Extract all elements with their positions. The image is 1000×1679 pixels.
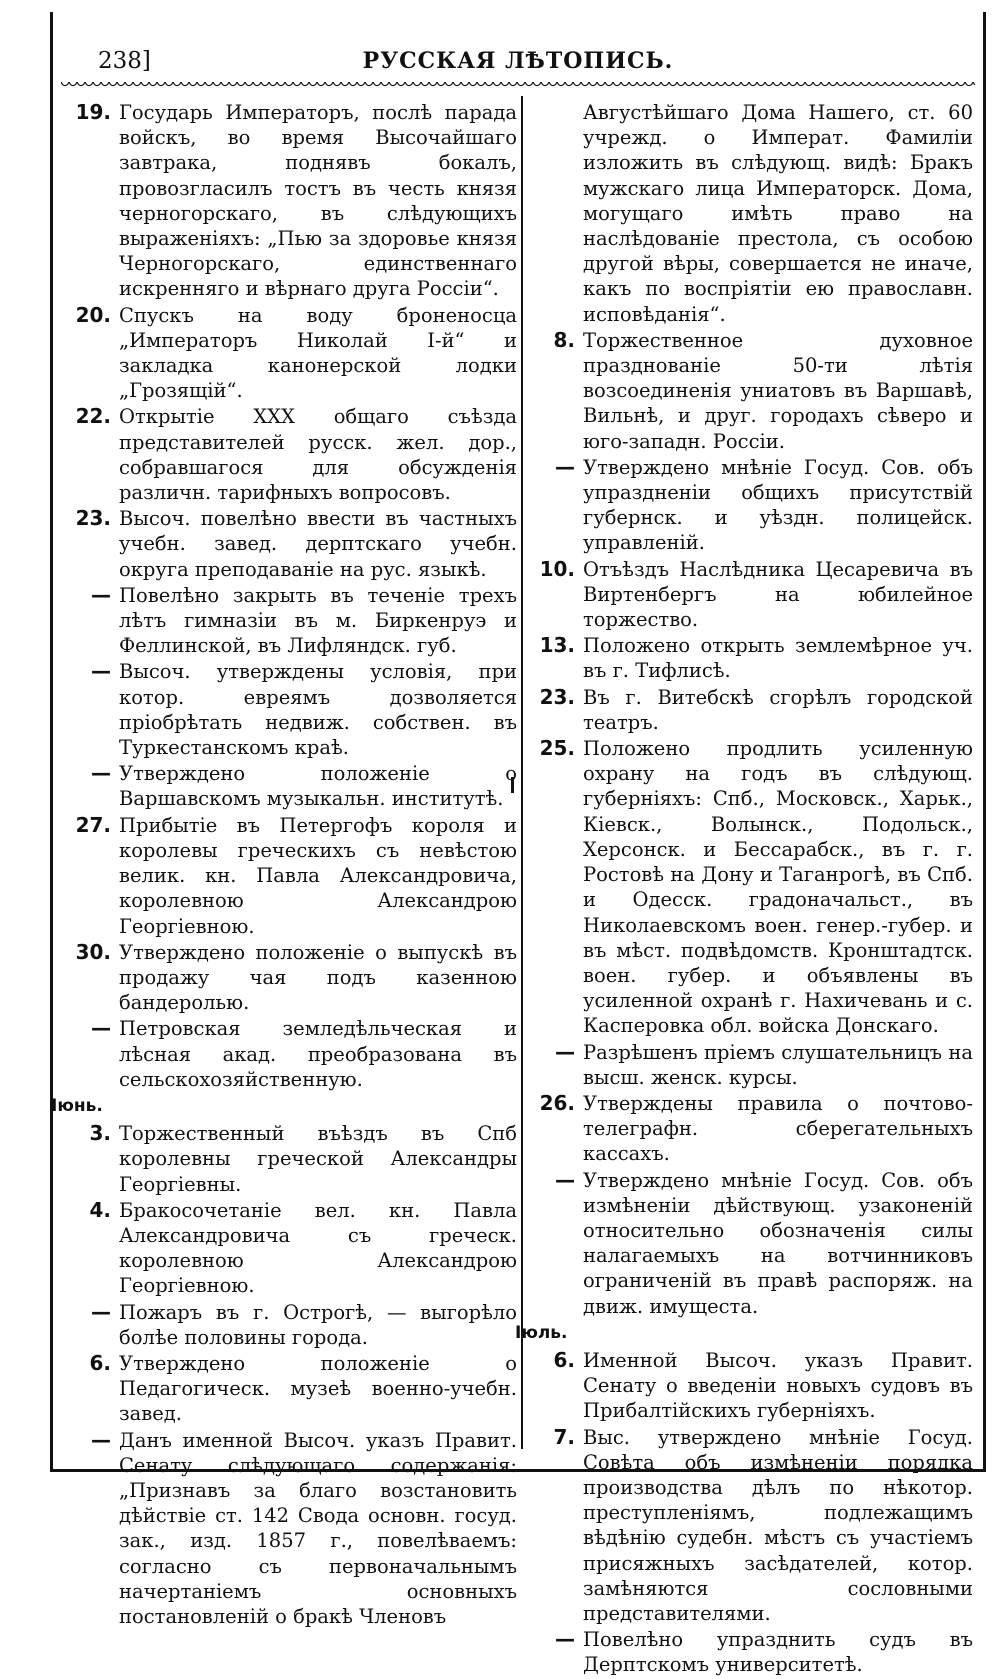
entry-text: Спускъ на воду броненосца „Императоръ Николай I-й“ и закладка канонерской лодки „Грозящій“.	[119, 303, 517, 403]
entry-text: Утверждено мнѣніе Госуд. Сов. объ упраздненіи общихъ присутствій губернск. и уѣздн. полицейск. управленій.	[583, 455, 973, 555]
entry-date: 25.	[539, 736, 575, 761]
entry-text: Разрѣшенъ пріемъ слушательницъ на высш. женск. курсы.	[583, 1040, 973, 1089]
entry-text: Утверждены правила о почтово-телеграфн. сберегательныхъ кассахъ.	[583, 1091, 973, 1166]
entry-text: Положено продлить усиленную охрану на годъ въ слѣдующ. губерніяхъ: Спб., Московск., Харьк., Кіевск., Волынск., Подольск., Херсонск. и Бессарабск., въ г. г. Ростовѣ на Дону и Таганрогѣ, въ Спб. и Одесск. градоначальст., въ Николаевскомъ воен. генер.-губер. и въ мѣст. подвѣдомств. Кронштадтск. воен. губер. и объявлены въ усиленной охранѣ г. Нахичевань и с. Касперовка обл. войска Донскаго.	[583, 737, 973, 1038]
entry-text: Выс. утверждено мнѣніе Госуд. Совѣта объ измѣненіи порядка производства дѣлъ по нѣкотор. преступленіямъ, подлежащимъ вѣдѣнію судебн. мѣстъ съ участіемъ присяжныхъ засѣдателей, котор. замѣняются сословными представителями.	[583, 1425, 973, 1625]
entry-date: —	[91, 761, 111, 786]
entry-date: 6.	[553, 1347, 575, 1372]
chronicle-entry	[71, 1016, 517, 1092]
chronicle-entry	[535, 1091, 973, 1167]
chronicle-entry	[71, 100, 517, 302]
entry-text: Высоч. утверждены условія, при котор. евреямъ дозволяется пріобрѣтать недвиж. собствен. въ Туркестанскомъ краѣ.	[119, 660, 517, 760]
entry-date: 19.	[75, 100, 111, 124]
entry-text: Торжественное духовное празднованіе 50-ти лѣтія возсоединенія униатовъ въ Варшавѣ, Вильнѣ, и друг. городахъ сѣверо и юго-западн. Россіи.	[583, 328, 973, 453]
entry-date: —	[555, 454, 575, 479]
entry-date: 3.	[89, 1121, 111, 1146]
entry-date: —	[555, 1167, 575, 1192]
entry-date	[535, 100, 583, 327]
chronicle-entry	[71, 1351, 517, 1427]
chronicle-entry	[71, 1300, 517, 1350]
running-title: РУССКАЯ ЛѢТОПИСЬ.	[362, 48, 674, 74]
chronicle-entry	[535, 736, 973, 1038]
entry-date: —	[91, 582, 111, 607]
month-heading: Іюль.	[515, 1322, 568, 1343]
entry-date: —	[555, 1627, 575, 1652]
chronicle-entry	[71, 659, 517, 760]
entry-text: Повелѣно закрыть въ теченіе трехъ лѣтъ гимназіи въ м. Биркенруэ и Феллинской, въ Лифляндск. губ.	[119, 583, 517, 658]
chronicle-entry	[535, 633, 973, 683]
chronicle-entry	[71, 813, 517, 939]
entry-text: Торжественный въѣздъ въ Спб королевны греческой Александры Георгіевны.	[119, 1122, 517, 1196]
left-column	[51, 100, 517, 1630]
entry-text: Именной Высоч. указъ Правит. Сенату о введеніи новыхъ судовъ въ Прибалтійскихъ губерніяхъ.	[583, 1348, 973, 1423]
entry-text: Утверждено положеніе о Варшавскомъ музыкальн. институтѣ.	[119, 762, 517, 811]
chronicle-entry	[71, 506, 517, 582]
entry-text: Прибытіе въ Петергофъ короля и королевы греческихъ съ невѣстою велик. кн. Павла Александровича, королевною Александрою Георгіевною.	[119, 813, 517, 938]
chronicle-entry	[71, 404, 517, 505]
chronicle-entry	[535, 455, 973, 556]
entry-date: 4.	[89, 1197, 111, 1222]
entry-date: 30.	[75, 939, 111, 964]
page-number: 238]	[98, 48, 151, 74]
entry-date: 27.	[75, 812, 111, 837]
entry-text: Пожаръ въ г. Острогѣ, — выгорѣло болѣе половины города.	[119, 1300, 517, 1349]
entry-text: Въ г. Витебскѣ сгорѣлъ городской театръ.	[583, 685, 973, 734]
entry-date: —	[91, 1427, 111, 1452]
chronicle-entry	[535, 1040, 973, 1090]
entry-text: Петровская земледѣльческая и лѣсная акад. преобразована въ сельскохозяйственную.	[119, 1017, 517, 1091]
chronicle-entry	[71, 940, 517, 1016]
chronicle-entry	[535, 685, 973, 735]
column-divider	[521, 96, 523, 1449]
entry-text: Повелѣно упразднить судъ въ Дерптскомъ университетѣ.	[583, 1628, 973, 1677]
chronicle-entry	[535, 557, 973, 633]
entry-date: 22.	[75, 404, 111, 429]
chronicle-entry	[71, 583, 517, 659]
entry-text: Данъ именной Высоч. указъ Правит. Сенату слѣдующаго содержанія: „Признавъ за благо возстановить дѣйствіе ст. 142 Свода основн. госуд. зак., изд. 1857 г., повелѣваемъ: согласно съ первоначальнымъ начертаніемъ основныхъ постановленій о бракѣ Членовъ	[119, 1428, 517, 1628]
chronicle-entry	[535, 100, 973, 327]
entry-text: Утверждено положеніе о выпускѣ въ продажу чая подъ казенною бандеролью.	[119, 940, 517, 1015]
entry-text: Отъѣздъ Наслѣдника Цесаревича въ Виртенбергъ на юбилейное торжество.	[583, 557, 973, 632]
entry-date: 8.	[553, 327, 575, 352]
chronicle-entry	[535, 328, 973, 454]
chronicle-entry	[71, 1198, 517, 1299]
entry-date: 6.	[89, 1350, 111, 1375]
entry-text: Положено открыть землемѣрное уч. въ г. Тифлисѣ.	[583, 634, 973, 683]
entry-date: 10.	[539, 556, 575, 581]
chronicle-entry	[535, 1348, 973, 1424]
entry-text: Государь Императоръ, послѣ парада войскъ, во время Высочайшаго завтрака, поднявъ бокалъ, провозгласилъ тостъ въ честь князя черногорскаго, въ слѣдующихъ выраженіяхъ: „Пью за здоровье князя Черногорскаго, единственнаго искренняго и вѣрнаго друга Россіи“.	[119, 101, 517, 301]
chronicle-entry	[71, 1121, 517, 1197]
month-heading: Іюнь.	[51, 1095, 103, 1116]
entry-date: —	[555, 1039, 575, 1064]
entry-text: Высоч. повелѣно ввести въ частныхъ учебн. завед. дерптскаго учебн. округа преподаваніе на рус. языкѣ.	[119, 507, 517, 581]
chronicle-entry	[535, 1168, 973, 1319]
chronicle-entry	[535, 1425, 973, 1627]
chronicle-entry	[71, 1428, 517, 1630]
entry-text: Утверждено положеніе о Педагогическ. музеѣ военно-учебн. завед.	[119, 1351, 517, 1426]
chronicle-entry	[535, 1627, 973, 1677]
chronicle-entry	[71, 303, 517, 404]
page-frame	[50, 12, 986, 1677]
entry-date: 23.	[75, 506, 111, 531]
entry-date: 23.	[539, 684, 575, 709]
entry-date: 26.	[539, 1090, 575, 1115]
right-column	[515, 100, 973, 1679]
entry-text: Августѣйшаго Дома Нашего, ст. 60 учрежд. о Императ. Фамиліи изложить въ слѣдующ. видѣ: Бракъ мужскаго лица Императорск. Дома, могущаго имѣть право на наслѣдованіе престола, съ особою другой вѣры, совершается не иначе, какъ по воспріятіи ею православн. исповѣданія“.	[583, 101, 973, 326]
entry-date: 7.	[553, 1424, 575, 1449]
entry-date: —	[91, 659, 111, 684]
entry-date: 13.	[539, 633, 575, 658]
entry-date: —	[91, 1016, 111, 1041]
wavy-rule	[61, 82, 975, 92]
entry-date: —	[91, 1299, 111, 1324]
entry-date: 20.	[75, 302, 111, 327]
entry-text: Открытіе XXX общаго съѣзда представителей русск. жел. дор., собравшагося для обсужденія различн. тарифныхъ вопросовъ.	[119, 405, 517, 505]
entry-text: Утверждено мнѣніе Госуд. Сов. объ измѣненіи дѣйствующ. узаконеній относительно обозначенія силы налагаемыхъ на вотчинниковъ ограниченій въ правѣ распоряж. на движ. имущеста.	[583, 1168, 973, 1318]
chronicle-entry	[71, 761, 517, 811]
entry-text: Бракосочетаніе вел. кн. Павла Александровича съ греческ. королевною Александрою Георгіевною.	[119, 1198, 517, 1298]
